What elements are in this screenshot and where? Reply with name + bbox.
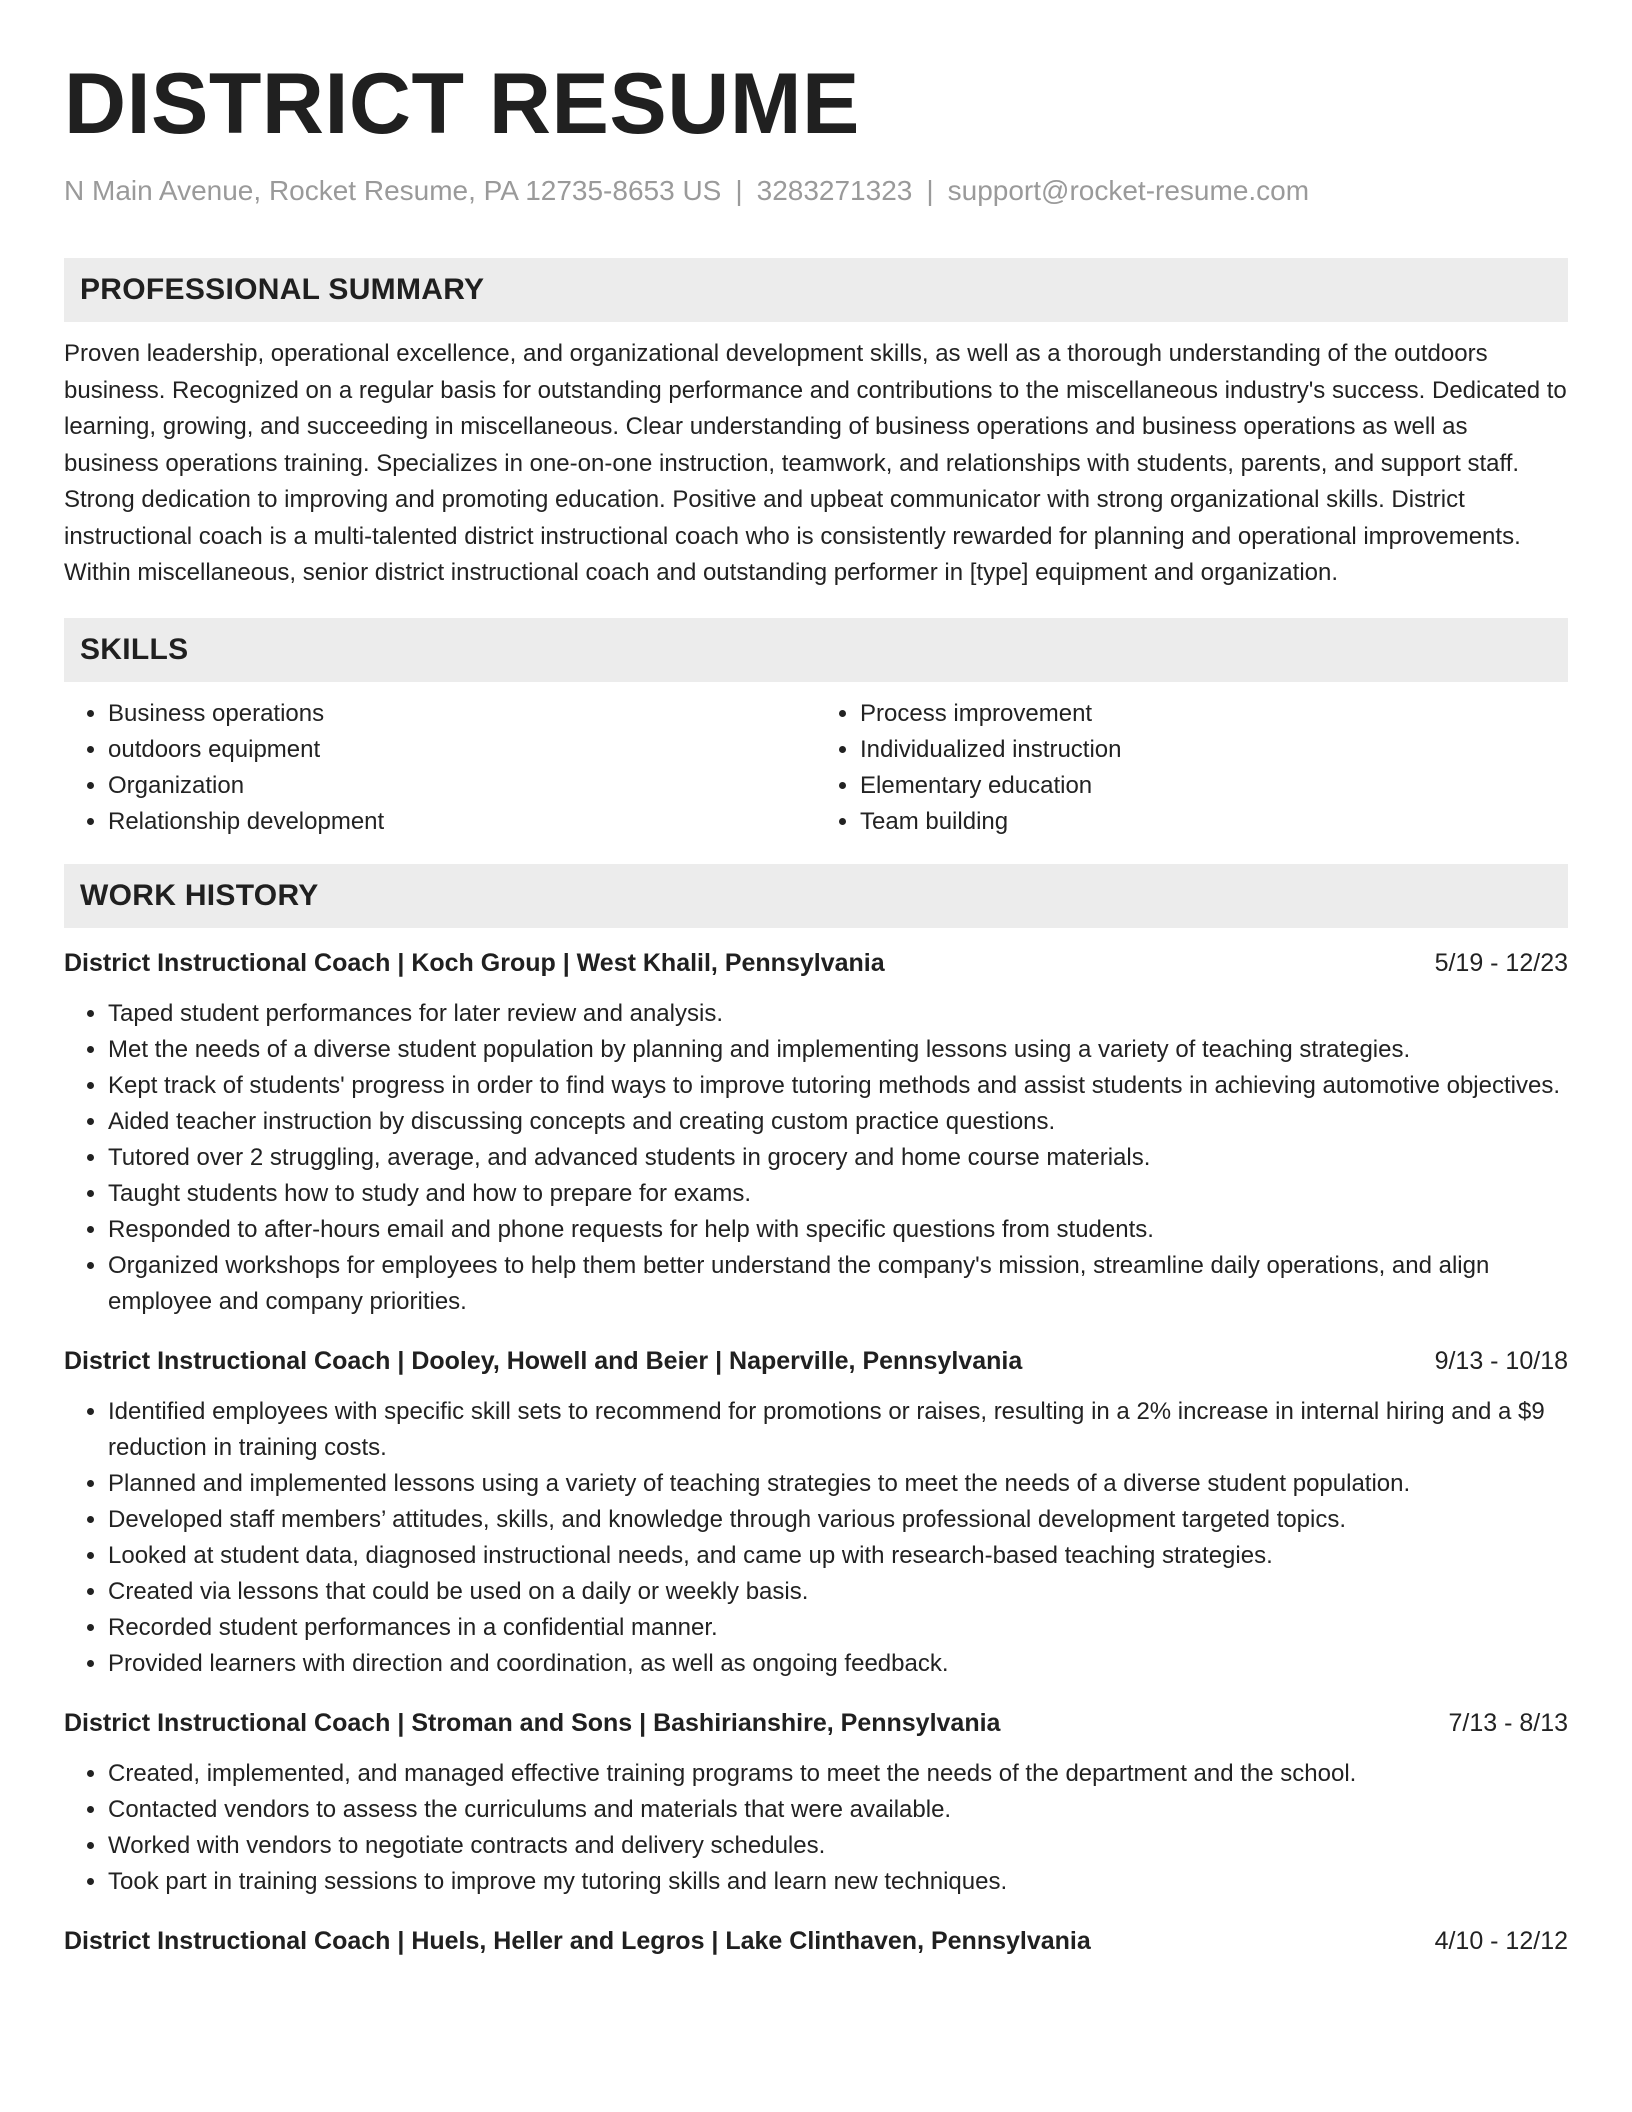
job-bullet: • Planned and implemented lessons using a variety of teaching strategies to meet the needs of a diverse student population. bbox=[108, 1466, 1568, 1502]
job-bullet: • Created via lessons that could be used on a daily or weekly basis. bbox=[108, 1574, 1568, 1610]
job-bullet: • Recorded student performances in a confidential manner. bbox=[108, 1610, 1568, 1646]
skill-item: • outdoors equipment bbox=[108, 732, 816, 768]
job-bullet: • Taught students how to study and how to prepare for exams. bbox=[108, 1176, 1568, 1212]
contact-line bbox=[64, 174, 1568, 208]
skill-item: • Team building bbox=[860, 804, 1568, 840]
job-dates: 4/10 - 12/12 bbox=[1434, 1926, 1568, 1955]
job-dates: 7/13 - 8/13 bbox=[1448, 1708, 1568, 1737]
job-bullets bbox=[64, 1756, 1568, 1900]
job-header bbox=[64, 946, 1568, 980]
skill-item: • Individualized instruction bbox=[860, 732, 1568, 768]
job-header bbox=[64, 1344, 1568, 1378]
job-bullet: • Created, implemented, and managed effective training programs to meet the needs of the department and the school. bbox=[108, 1756, 1568, 1792]
skills-column-right bbox=[816, 696, 1568, 840]
section-heading-skills: SKILLS bbox=[64, 618, 1568, 682]
section-heading-work-history: WORK HISTORY bbox=[64, 864, 1568, 928]
contact-separator: | bbox=[735, 175, 743, 206]
job-bullet: • Taped student performances for later review and analysis. bbox=[108, 996, 1568, 1032]
skills-column-left bbox=[64, 696, 816, 840]
job-bullet: • Developed staff members’ attitudes, skills, and knowledge through various professional development targeted topics. bbox=[108, 1502, 1568, 1538]
job-bullet: • Looked at student data, diagnosed instructional needs, and came up with research-based teaching strategies. bbox=[108, 1538, 1568, 1574]
skill-item: • Organization bbox=[108, 768, 816, 804]
job-entry bbox=[64, 1924, 1568, 1958]
skill-item: • Elementary education bbox=[860, 768, 1568, 804]
job-bullet: • Met the needs of a diverse student population by planning and implementing lessons using a variety of teaching strategies. bbox=[108, 1032, 1568, 1068]
job-entry bbox=[64, 946, 1568, 1320]
job-bullet: • Organized workshops for employees to help them better understand the company's mission, streamline daily operations, and align employee and company priorities. bbox=[108, 1248, 1568, 1320]
skills-list bbox=[64, 696, 1568, 840]
job-bullet: • Tutored over 2 struggling, average, and advanced students in grocery and home course materials. bbox=[108, 1140, 1568, 1176]
contact-phone: 3283271323 bbox=[756, 175, 913, 206]
section-heading-summary: PROFESSIONAL SUMMARY bbox=[64, 258, 1568, 322]
job-title: District Instructional Coach | Huels, Heller and Legros | Lake Clinthaven, Pennsylvania bbox=[64, 1926, 1091, 1955]
job-bullet: • Contacted vendors to assess the curriculums and materials that were available. bbox=[108, 1792, 1568, 1828]
job-title: District Instructional Coach | Dooley, Howell and Beier | Naperville, Pennsylvania bbox=[64, 1346, 1023, 1375]
job-bullets bbox=[64, 1394, 1568, 1682]
job-dates: 9/13 - 10/18 bbox=[1434, 1346, 1568, 1375]
resume-name: DISTRICT RESUME bbox=[64, 56, 860, 152]
contact-email: support@rocket-resume.com bbox=[947, 175, 1310, 206]
skill-item: • Process improvement bbox=[860, 696, 1568, 732]
job-bullet: • Responded to after-hours email and phone requests for help with specific questions from students. bbox=[108, 1212, 1568, 1248]
job-bullet: • Identified employees with specific skill sets to recommend for promotions or raises, resulting in a 2% increase in internal hiring and a $9 reduction in training costs. bbox=[108, 1394, 1568, 1466]
job-bullet: • Aided teacher instruction by discussing concepts and creating custom practice questions. bbox=[108, 1104, 1568, 1140]
job-bullet: • Took part in training sessions to improve my tutoring skills and learn new techniques. bbox=[108, 1864, 1568, 1900]
job-header bbox=[64, 1706, 1568, 1740]
job-title: District Instructional Coach | Koch Group | West Khalil, Pennsylvania bbox=[64, 948, 885, 977]
skill-item: • Business operations bbox=[108, 696, 816, 732]
job-header bbox=[64, 1924, 1568, 1958]
job-bullet: • Kept track of students' progress in order to find ways to improve tutoring methods and assist students in achieving automotive objectives. bbox=[108, 1068, 1568, 1104]
summary-text: Proven leadership, operational excellence, and organizational development skills, as well as a thorough understanding of the outdoors business. Recognized on a regular basis for outstanding performance and contributions to the miscellaneous industry's success. Dedicated to learning, growing, and succeeding in miscellaneous. Clear understanding of business operations and business operations as well as business operations training. Specializes in one-on-one instruction, teamwork, and relationships with students, parents, and support staff. Strong dedication to improving and promoting education. Positive and upbeat communicator with strong organizational skills. District instructional coach is a multi-talented district instructional coach who is consistently rewarded for planning and operational improvements. Within miscellaneous, senior district instructional coach and outstanding performer in [type] equipment and organization. bbox=[64, 340, 1567, 586]
contact-separator: | bbox=[926, 175, 934, 206]
job-bullets bbox=[64, 996, 1568, 1320]
skill-item: • Relationship development bbox=[108, 804, 816, 840]
job-bullet: • Provided learners with direction and coordination, as well as ongoing feedback. bbox=[108, 1646, 1568, 1682]
job-entry bbox=[64, 1344, 1568, 1682]
contact-address: N Main Avenue, Rocket Resume, PA 12735-8653 US bbox=[64, 175, 722, 206]
job-bullet: • Worked with vendors to negotiate contracts and delivery schedules. bbox=[108, 1828, 1568, 1864]
job-title: District Instructional Coach | Stroman and Sons | Bashirianshire, Pennsylvania bbox=[64, 1708, 1001, 1737]
job-dates: 5/19 - 12/23 bbox=[1434, 948, 1568, 977]
job-entry bbox=[64, 1706, 1568, 1900]
